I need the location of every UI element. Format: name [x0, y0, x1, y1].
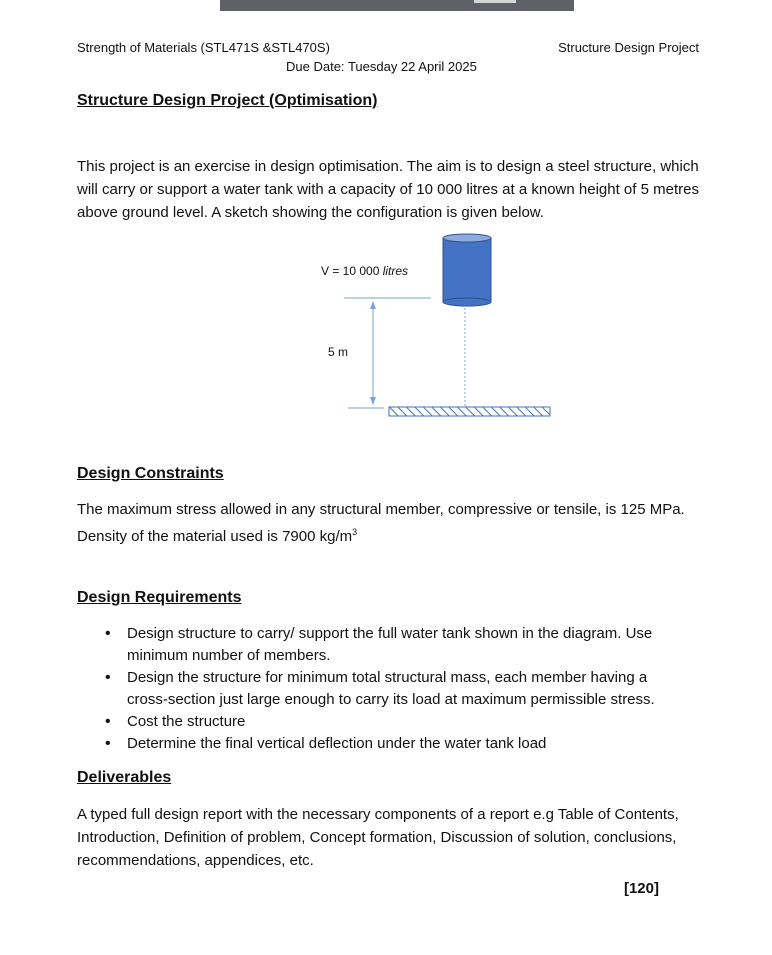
page-title: Structure Design Project (Optimisation) — [77, 92, 378, 109]
total-marks: [120] — [623, 880, 659, 897]
requirements-list — [127, 623, 687, 755]
constraints-text: The maximum stress allowed in any structural member, compressive or tensile, is 125 MPa. Density of the material used is 7900 kg/m — [77, 501, 685, 545]
viewer-toolbar — [220, 0, 574, 11]
volume-prefix: V = 10 000 — [321, 264, 383, 278]
due-date — [286, 59, 477, 74]
requirements-heading: Design Requirements — [77, 589, 242, 606]
requirement-item: • Cost the structure — [127, 711, 687, 733]
deliverables-paragraph: A typed full design report with the necessary components of a report e.g Table of Contents, Introduction, Definition of problem, Concept formation, Discussion of solution, conclusions, recommendations, appendices, etc. — [77, 806, 679, 869]
tank-sketch — [300, 225, 560, 425]
volume-label — [321, 264, 408, 278]
constraints-heading: Design Constraints — [77, 465, 224, 482]
deliverables-heading: Deliverables — [77, 769, 172, 786]
water-tank — [443, 234, 491, 306]
constraints-paragraph — [77, 498, 717, 548]
toolbar-button[interactable] — [474, 0, 516, 3]
ground-hatch — [389, 407, 550, 416]
intro-paragraph: This project is an exercise in design optimisation. The aim is to design a steel structure, which will carry or support a water tank with a capacity of 10 000 litres at a known height of 5 metres above ground level. A sketch showing the configuration is given below. — [77, 158, 699, 221]
requirement-item: • Determine the final vertical deflection under the water tank load — [127, 733, 687, 755]
requirement-item: • Design structure to carry/ support the full water tank shown in the diagram. Use minimum number of members. — [127, 623, 687, 667]
volume-unit: litres — [382, 264, 409, 278]
course-header: Strength of Materials (STL471S &STL470S) — [77, 40, 330, 55]
due-date-label: Due Date: — [286, 59, 345, 74]
height-label: 5 m — [328, 345, 349, 359]
height-dimension-arrow — [370, 301, 376, 405]
density-exponent: 3 — [352, 527, 358, 537]
due-date-value: Tuesday 22 April 2025 — [347, 59, 477, 74]
project-header: Structure Design Project — [558, 40, 699, 55]
requirement-item: • Design the structure for minimum total structural mass, each member having a cross-section just large enough to carry its load at maximum permissible stress. — [127, 667, 687, 711]
